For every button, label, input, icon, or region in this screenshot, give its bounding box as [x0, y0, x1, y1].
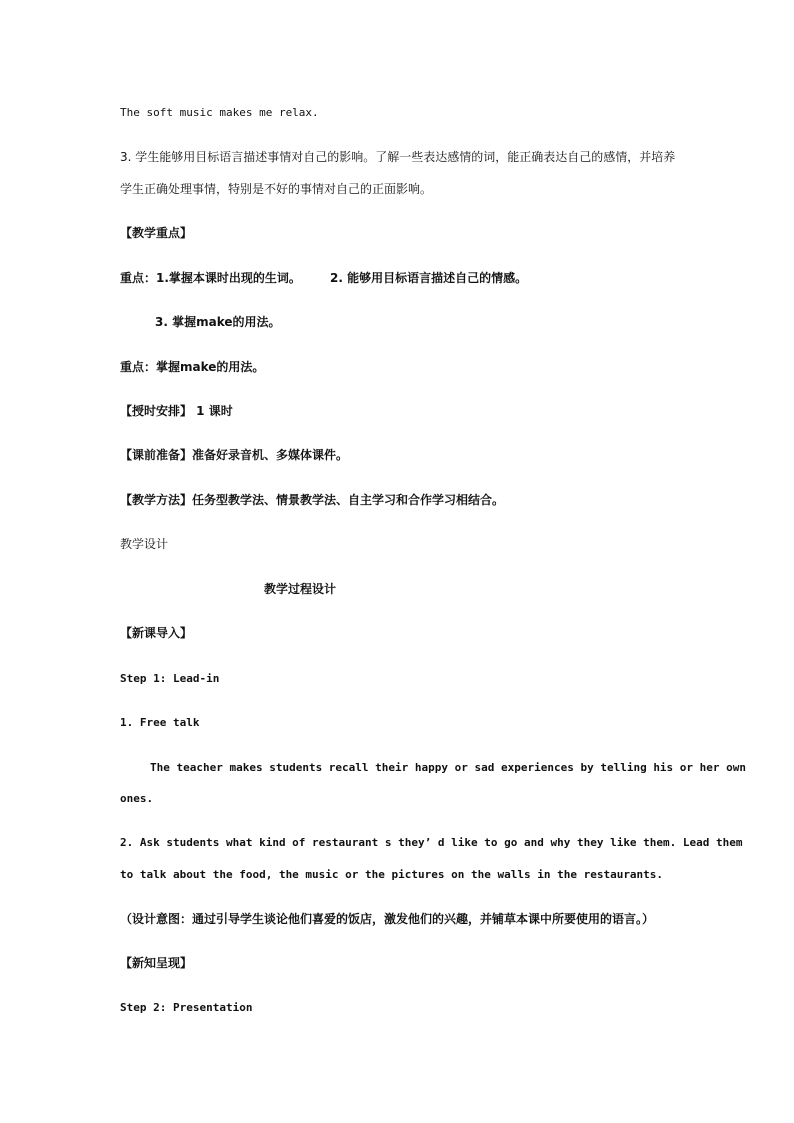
text-line: The teacher makes students recall their happy or sad experiences by telling his or her own [150, 761, 747, 774]
text-line: 重点：掌握make的用法。 [120, 360, 265, 374]
text-line: ones. [120, 792, 154, 805]
text-line: The soft music makes me relax. [120, 106, 319, 119]
design-intent-note: （设计意图：通过引导学生谈论他们喜爱的饭店，激发他们的兴趣，并铺草本课中所要使用的语言。） [120, 912, 655, 926]
text-line: 3. 掌握make的用法。 [155, 315, 281, 329]
text-line: 3. 学生能够用目标语言描述事情对自己的影响。了解一些表达感情的词，能正确表达自己的感情，并培养 [120, 150, 676, 164]
text-line: 教学设计 [120, 537, 169, 551]
text-line: 重点：1.掌握本课时出现的生词。 [120, 271, 301, 285]
section-heading: 【教学方法】任务型教学法、情景教学法、自主学习和合作学习相结合。 [120, 493, 505, 507]
text-line: 学生正确处理事情，特别是不好的事情对自己的正面影响。 [120, 182, 433, 196]
step-heading: Step 1: Lead-in [120, 672, 220, 685]
section-heading: 【新知呈现】 [120, 956, 193, 970]
step-heading: Step 2: Presentation [120, 1001, 253, 1014]
section-heading: 【新课导入】 [120, 626, 193, 640]
text-line: 2. 能够用目标语言描述自己的情感。 [330, 271, 528, 285]
section-heading: 【授时安排】 1 课时 [120, 404, 233, 418]
section-heading: 【课前准备】准备好录音机、多媒体课件。 [120, 448, 349, 462]
text-line: to talk about the food, the music or the pictures on the walls in the restaurants. [120, 868, 664, 881]
page-subtitle: 教学过程设计 [264, 582, 337, 596]
text-line: 2. Ask students what kind of restaurant s they’ d like to go and why they like them. Lead them [120, 836, 743, 849]
text-line: 1. Free talk [120, 716, 200, 729]
section-heading: 【教学重点】 [120, 226, 193, 240]
